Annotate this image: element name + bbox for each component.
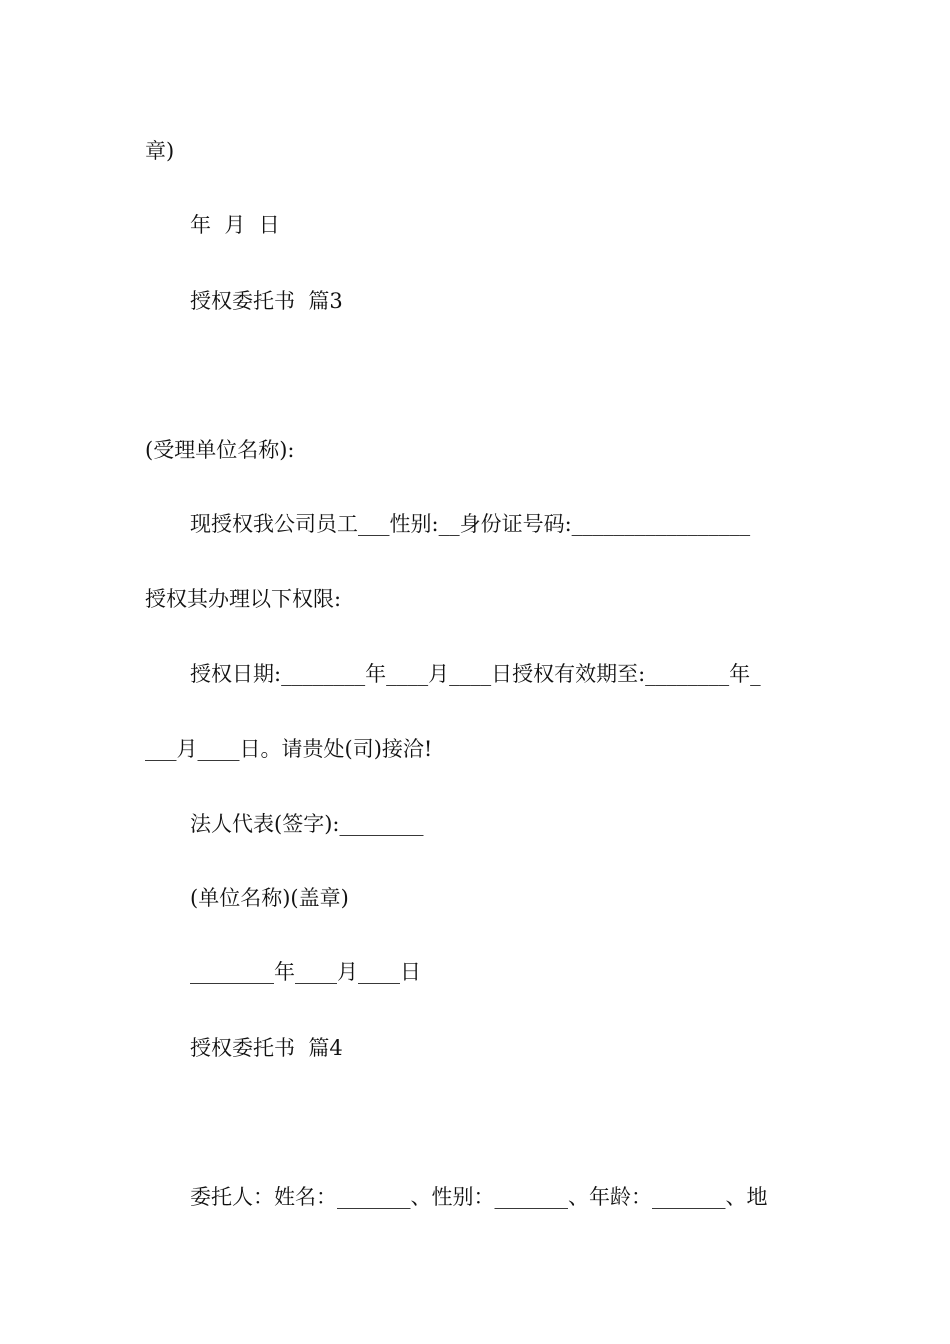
text-line-unit-seal: (单位名称)(盖章) (190, 886, 349, 910)
section-title-part-4: 授权委托书 篇4 (190, 1036, 343, 1060)
text-line-authority: 授权其办理以下权限: (145, 587, 342, 611)
text-line-signing-date: ________年____月____日 (190, 960, 421, 984)
text-line-auth-period: 授权日期:________年____月____日授权有效期至:________年_ (190, 662, 761, 686)
text-line-date: 年 月 日 (190, 213, 280, 237)
section-title-part-3: 授权委托书 篇3 (190, 289, 343, 313)
text-line-recipient: (受理单位名称): (145, 438, 295, 462)
text-line-employee-info: 现授权我公司员工___性别:__身份证号码:_________________ (190, 512, 751, 536)
text-line-principal-info: 委托人：姓名：_______、性别：_______、年龄：_______、地 (190, 1185, 768, 1209)
text-line-legal-rep: 法人代表(签字):________ (190, 812, 424, 836)
text-line-auth-period-end: ___月____日。请贵处(司)接洽! (145, 737, 433, 761)
text-line-seal-end: 章) (145, 139, 175, 163)
